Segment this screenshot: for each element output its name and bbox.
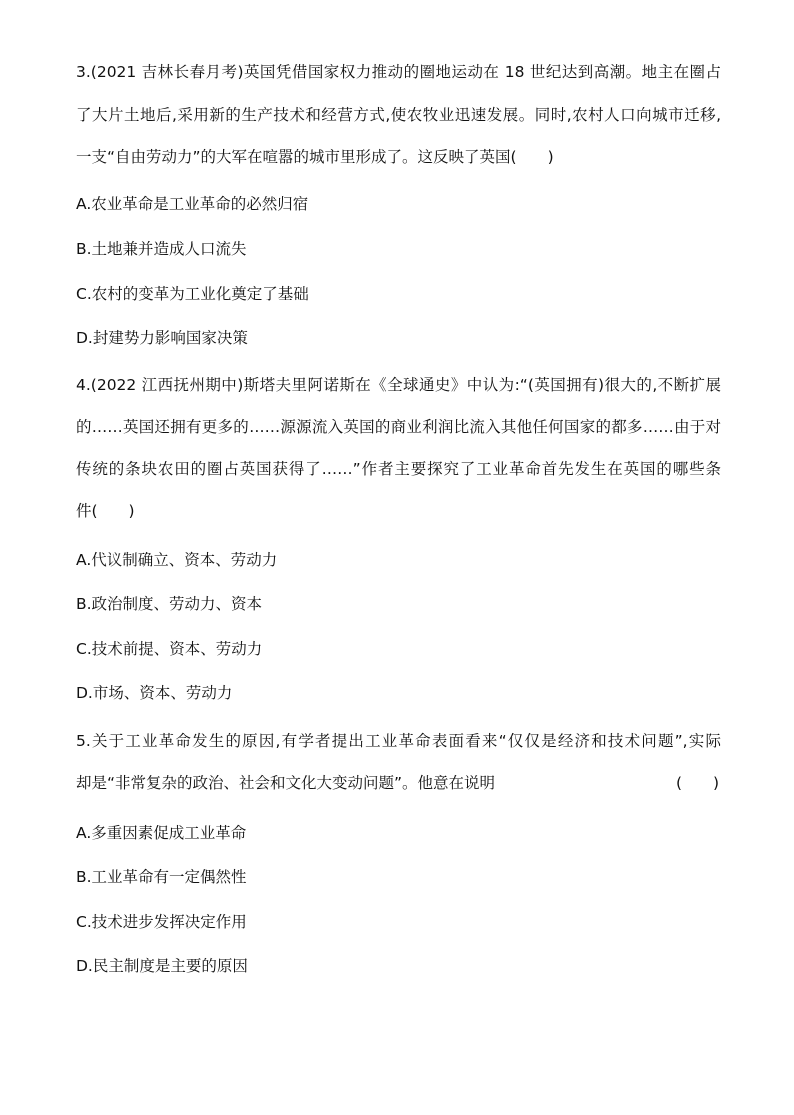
question-5-option-c: C.技术进步发挥决定作用 — [76, 913, 247, 931]
question-5-option-d: D.民主制度是主要的原因 — [76, 957, 248, 975]
question-5-answer-bracket: ( ) — [676, 774, 720, 792]
question-4-option-d: D.市场、资本、劳动力 — [76, 684, 233, 702]
question-5-stem-line-2: 却是“非常复杂的政治、社会和文化大变动问题”。他意在说明 — [76, 774, 496, 792]
question-4-stem-line-2: 的……英国还拥有更多的……源源流入英国的商业利润比流入其他任何国家的都多……由于对 — [76, 418, 721, 436]
question-3-stem-line-2: 了大片土地后,采用新的生产技术和经营方式,使农牧业迅速发展。同时,农村人口向城市迁移, — [76, 106, 721, 124]
question-5-option-a: A.多重因素促成工业革命 — [76, 824, 247, 842]
question-3-option-c: C.农村的变革为工业化奠定了基础 — [76, 285, 309, 303]
question-3-option-b: B.土地兼并造成人口流失 — [76, 240, 247, 258]
question-4-stem-line-3: 传统的条块农田的圈占英国获得了……”作者主要探究了工业革命首先发生在英国的哪些条 — [76, 460, 721, 478]
question-3-option-a: A.农业革命是工业革命的必然归宿 — [76, 195, 309, 213]
question-4-option-a: A.代议制确立、资本、劳动力 — [76, 551, 278, 569]
question-3-stem-line-1: 3.(2021 吉林长春月考)英国凭借国家权力推动的圈地运动在 18 世纪达到高潮。地主在圈占 — [76, 63, 721, 81]
question-3-option-d: D.封建势力影响国家决策 — [76, 329, 248, 347]
question-4-stem-line-1: 4.(2022 江西抚州期中)斯塔夫里阿诺斯在《全球通史》中认为:“(英国拥有)很大的,不断扩展 — [76, 376, 721, 394]
question-3-stem-line-3: 一支“自由劳动力”的大军在喧嚣的城市里形成了。这反映了英国( ) — [76, 148, 554, 166]
question-5-stem-line-1: 5.关于工业革命发生的原因,有学者提出工业革命表面看来“仅仅是经济和技术问题”,实际 — [76, 732, 721, 750]
question-4-stem-line-4: 件( ) — [76, 502, 135, 520]
question-5-option-b: B.工业革命有一定偶然性 — [76, 868, 247, 886]
question-4-option-c: C.技术前提、资本、劳动力 — [76, 640, 263, 658]
question-4-option-b: B.政治制度、劳动力、资本 — [76, 595, 263, 613]
